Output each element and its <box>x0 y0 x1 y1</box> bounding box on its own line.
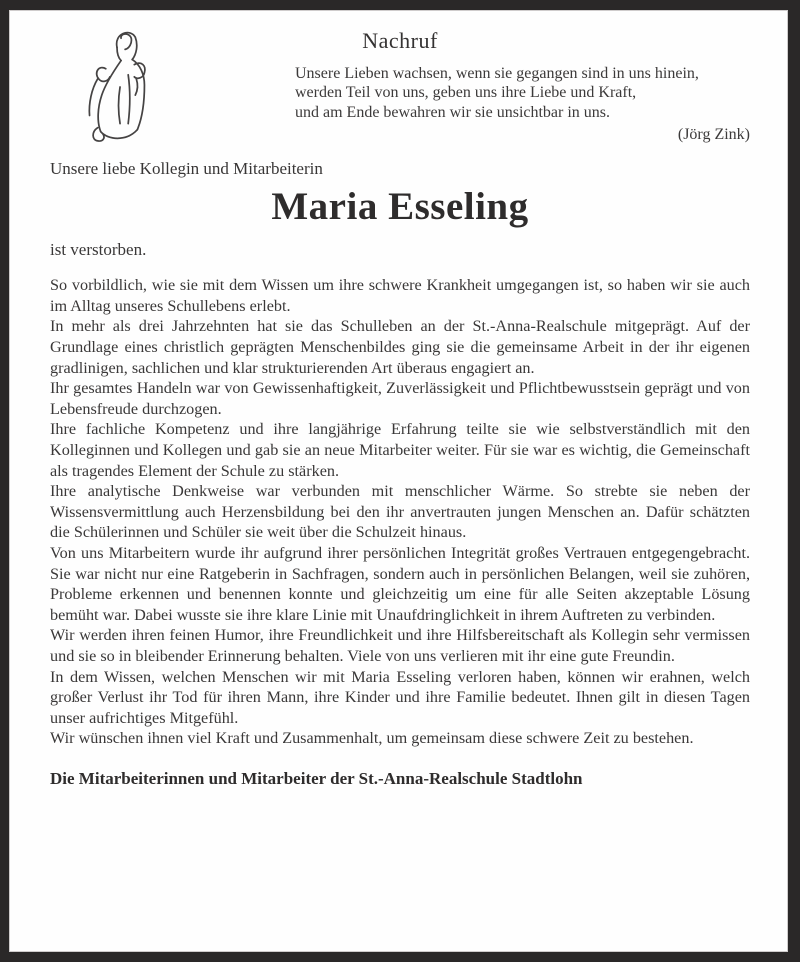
obituary-paragraph: Ihre fachliche Kompetenz und ihre langjährige Erfahrung teilte sie wie selbstverständlich mit den Kolleginnen und Kollegen und gab sie an neue Mitarbeiter weiter. Für sie war es wichtig, die Gemeinschaft als tragendes Element der Schule zu stärken. <box>50 420 750 480</box>
obituary-notice <box>9 10 788 952</box>
obituary-paragraph: Wir werden ihren feinen Humor, ihre Freundlichkeit und ihre Hilfsbereitschaft als Kollegin sehr vermissen und sie so in bleibender Erinnerung behalten. Viele von uns verlieren mit ihr eine gute Freundin. <box>50 626 750 665</box>
obituary-paragraph: Von uns Mitarbeitern wurde ihr aufgrund ihrer persönlichen Integrität großes Vertrauen entgegengebracht. Sie war nicht nur eine Ratgeberin in Sachfragen, sondern auch in persönlichen Belangen, weil sie zuhören, Probleme erkennen und benennen konnte und gleichzeitig um eine für alle Seiten akzeptable Lösung bemüht war. Dabei wusste sie ihre klare Linie mit Unaufdringlichkeit in ihrem Auftreten zu verbinden. <box>50 543 750 624</box>
quote-line: und am Ende bewahren wir sie unsichtbar in uns. <box>295 103 611 121</box>
obituary-body <box>50 275 750 749</box>
obituary-paragraph: In dem Wissen, welchen Menschen wir mit Maria Esseling verloren haben, können wir erahnen, welch großer Verlust ihr Tod für ihren Mann, ihre Kinder und ihre Familie bedeutet. Ihnen gilt in diesen Tagen unser aufrichtiges Mitgefühl. <box>50 667 750 727</box>
quote-line: Unsere Lieben wachsen, wenn sie gegangen sind in uns hinein, <box>295 65 699 82</box>
quote-block <box>295 64 750 144</box>
obituary-paragraph: Wir wünschen ihnen viel Kraft und Zusammenhalt, um gemeinsam diese schwere Zeit zu bestehen. <box>50 729 694 748</box>
quote-attribution: (Jörg Zink) <box>677 126 750 144</box>
deceased-status-line: ist verstorben. <box>50 240 147 260</box>
madonna-child-illustration <box>83 26 151 148</box>
obituary-content <box>9 10 788 952</box>
page-title: Nachruf <box>362 28 438 53</box>
obituary-paragraph: Ihre analytische Denkweise war verbunden mit menschlicher Wärme. So strebte sie neben der Wissensvermittlung auch Herzensbildung bei den ihr anvertrauten jungen Menschen an. Dafür schätzten die Schülerinnen und Schüler sie weit über die Schulzeit hinaus. <box>50 482 750 542</box>
signature-line: Die Mitarbeiterinnen und Mitarbeiter der St.-Anna-Realschule Stadtlohn <box>50 768 583 788</box>
intro-line: Unsere liebe Kollegin und Mitarbeiterin <box>50 159 323 179</box>
obituary-paragraph: So vorbildlich, wie sie mit dem Wissen um ihre schwere Krankheit umgegangen ist, so haben wir sie auch im Alltag unseres Schullebens erlebt. <box>50 276 750 315</box>
deceased-name: Maria Esseling <box>271 185 529 229</box>
quote-line: werden Teil von uns, geben uns ihre Liebe und Kraft, <box>295 84 637 102</box>
obituary-paragraph: Ihr gesamtes Handeln war von Gewissenhaftigkeit, Zuverlässigkeit und Pflichtbewusstsein geprägt und von Lebensfreude durchzogen. <box>50 379 750 418</box>
obituary-paragraph: In mehr als drei Jahrzehnten hat sie das Schulleben an der St.-Anna-Realschule mitgeprägt. Auf der Grundlage eines christlich geprägten Menschenbildes ging sie die gemeinsame Arbeit in der ihr eigenen gradlinigen, sachlichen und klar strukturierenden Art überaus engagiert an. <box>50 317 750 377</box>
